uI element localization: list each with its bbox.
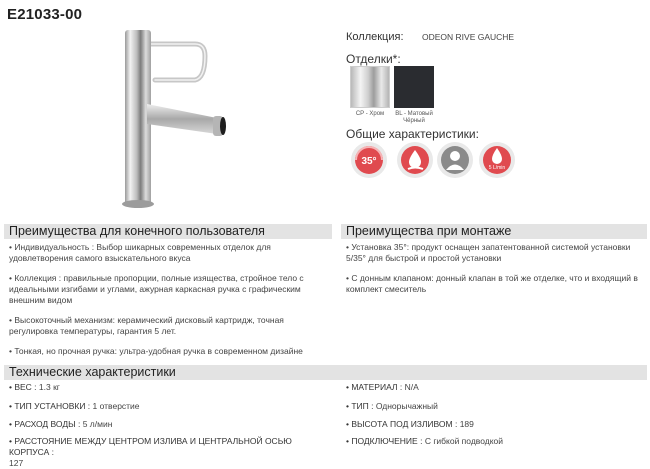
spec-value: 189	[457, 419, 474, 429]
spec-key: • РАСХОД ВОДЫ :	[9, 419, 81, 429]
spec-key: • ТИП УСТАНОВКИ :	[9, 401, 91, 411]
spec-type	[346, 401, 646, 412]
general-features-title: Общие характеристики:	[346, 127, 479, 141]
spec-weight	[9, 382, 334, 393]
list-item: • Высокоточный механизм: керамический дисковый картридж, точная регулировка температуры, гарантия 5 лет.	[9, 315, 284, 336]
spec-install-type	[9, 401, 334, 412]
spec-flow-rate	[9, 419, 334, 430]
finish-caption-matte-black: BL - Матовый Чёрный	[395, 111, 433, 124]
spec-value: 1.3 кг	[36, 382, 60, 392]
collection-value: ODEON RIVE GAUCHE	[422, 32, 515, 42]
list-item: • С донным клапаном: донный клапан в той же отделке, что и входящий в комплект смеситель	[346, 273, 638, 294]
user-profile-icon	[436, 141, 474, 179]
flow-5-liters-icon	[478, 141, 516, 179]
spec-spout-height	[346, 419, 646, 430]
spec-value: Однорычажный	[373, 401, 438, 411]
product-sku: E21033-00	[7, 6, 83, 23]
spec-value: 127	[9, 458, 24, 468]
spec-material	[346, 382, 646, 393]
finish-caption-chrome: CP - Хром	[355, 111, 385, 117]
spec-connection	[346, 436, 646, 447]
install-benefits-list	[346, 242, 646, 304]
spec-key: • РАССТОЯНИЕ МЕЖДУ ЦЕНТРОМ ИЗЛИВА И ЦЕНТРАЛЬНОЙ ОСЬЮ КОРПУСА :	[9, 436, 292, 457]
list-item: • Установка 35°: продукт оснащен запатентованной системой установки 5/35° для быстрой и простой установки	[346, 242, 631, 263]
spec-value: С гибкой подводкой	[422, 436, 503, 446]
spec-key: • ПОДКЛЮЧЕНИЕ :	[346, 436, 423, 446]
list-item: • Коллекция : правильные пропорции, полные изящества, стройное тело с идеальными изгибами и углами, ажурная каркасная ручка с графическим внешним видом	[9, 273, 304, 305]
spec-value: 1 отверстие	[90, 401, 140, 411]
faucet-product-image	[95, 22, 255, 214]
tech-specs-header: Технические характеристики	[4, 365, 647, 380]
spec-key: • ВЫСОТА ПОД ИЗЛИВОМ :	[346, 419, 458, 429]
35-degree-install-icon	[350, 141, 388, 179]
finish-swatch-chrome[interactable]	[350, 66, 390, 108]
list-item: • Индивидуальность : Выбор шикарных современных отделок для удовлетворения самого взыскательного вкуса	[9, 242, 271, 263]
finishes-title: Отделки*:	[346, 52, 401, 66]
35-degree-text: 35°	[361, 156, 377, 167]
spec-spout-distance	[9, 436, 334, 469]
user-benefits-header: Преимущества для конечного пользователя	[4, 224, 332, 239]
install-benefits-header: Преимущества при монтаже	[341, 224, 647, 239]
flow-rate-text: 5 L/min	[488, 165, 506, 171]
finish-swatch-matte-black[interactable]	[394, 66, 434, 108]
collection-label: Коллекция:	[346, 31, 404, 43]
spec-key: • ТИП :	[346, 401, 374, 411]
spec-key: • МАТЕРИАЛ :	[346, 382, 403, 392]
user-benefits-list	[9, 242, 329, 366]
water-drop-hand-icon	[396, 141, 434, 179]
spec-key: • ВЕС :	[9, 382, 37, 392]
spec-value: 5 л/мин	[80, 419, 113, 429]
spec-value: N/A	[402, 382, 419, 392]
list-item: • Тонкая, но прочная ручка: ультра-удобная ручка в современном дизайне	[9, 346, 303, 356]
